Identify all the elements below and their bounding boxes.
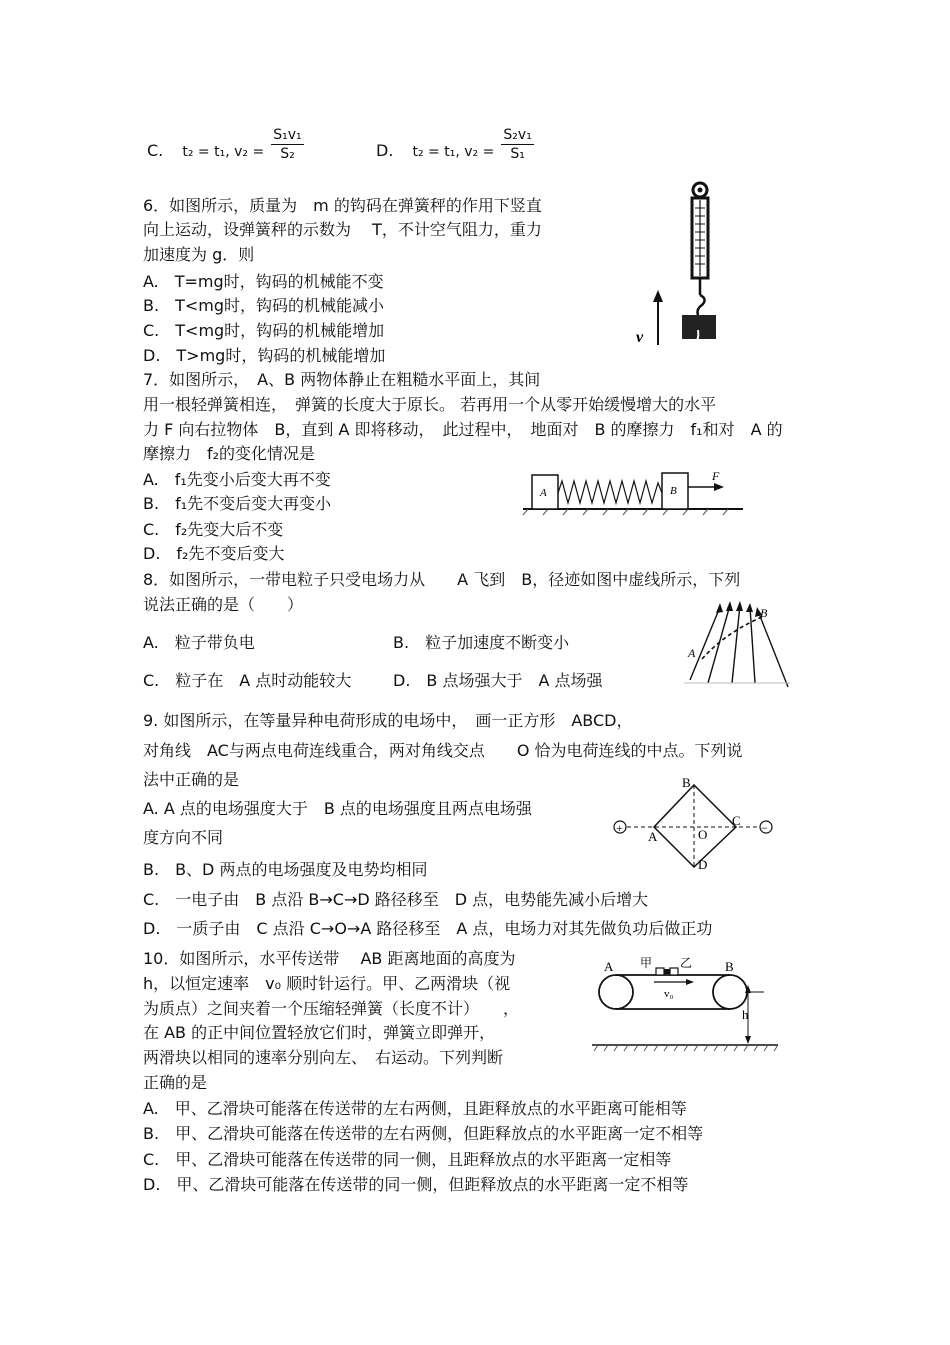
q10-option-d: D. 甲、乙滑块可能落在传送带的同一侧，但距释放点的水平距离一定不相等: [143, 1175, 689, 1194]
q6-option-a: A. T=mg时，钩码的机械能不变: [143, 272, 384, 291]
q6-option-c: C. T<mg时，钩码的机械能增加: [143, 321, 385, 340]
q7-force-label: F: [712, 469, 720, 483]
q8-option-c: C. 粒子在 A 点时动能较大: [143, 671, 352, 690]
q7-option-a: A. f₁先变小后变大再不变: [143, 470, 331, 489]
q8-option-d: D. B 点场强大于 A 点场强: [393, 671, 603, 690]
q8-option-a: A. 粒子带负电: [143, 633, 255, 652]
q10-height-label: h: [742, 1007, 749, 1022]
q6-option-b: B. T<mg时，钩码的机械能减小: [143, 296, 384, 315]
q5-option-c: [147, 127, 304, 163]
q8-point-b-label: B: [760, 606, 768, 620]
q7-stem-line-1: 7．如图所示， A、B 两物体静止在粗糙水平面上，其间: [143, 370, 541, 389]
q7-stem-line-2: 用一根轻弹簧相连， 弹簧的长度大于原长。 若再用一个从零开始缓慢增大的水平: [143, 395, 717, 414]
q10-stem-line-4: 在 AB 的正中间位置轻放它们时，弹簧立即弹开，: [143, 1023, 496, 1042]
q6-spring-balance-figure: [620, 180, 740, 355]
q10-velocity-label: v₀: [664, 988, 674, 1000]
q10-stem-line-1: 10．如图所示，水平传送带 AB 距离地面的高度为: [143, 949, 516, 968]
q8-option-b: B. 粒子加速度不断变小: [393, 633, 570, 652]
q10-stem-line-3: 为质点）之间夹着一个压缩轻弹簧（长度不计） ，: [143, 999, 520, 1018]
q9-point-a-label: A: [648, 829, 658, 844]
q6-stem-line-2: 向上运动，设弹簧秤的示数为 T，不计空气阻力，重力: [143, 220, 542, 239]
q9-square-charges-figure: [608, 775, 778, 875]
q9-stem-line-2: 对角线 AC与两点电荷连线重合，两对角线交点 O 恰为电荷连线的中点。下列说: [143, 741, 743, 760]
q9-option-b: B. B、D 两点的电场强度及电势均相同: [143, 860, 428, 879]
q5-option-d-lhs: t₂ = t₁, v₂ =: [412, 144, 495, 160]
q7-option-b: B. f₁先不变后变大再变小: [143, 494, 332, 513]
q6-stem-line-1: 6．如图所示，质量为 m 的钩码在弹簧秤的作用下竖直: [143, 196, 542, 215]
q10-end-b-label: B: [725, 959, 734, 974]
q5-option-c-lhs: t₂ = t₁, v₂ =: [182, 144, 265, 160]
q9-point-c-label: C: [732, 813, 741, 828]
q8-point-a-label: A: [688, 646, 696, 660]
q10-stem-line-6: 正确的是: [143, 1073, 208, 1092]
q5-option-d-fraction: [501, 126, 533, 163]
q10-conveyor-figure: [592, 955, 782, 1055]
q9-positive-charge-label: +: [616, 821, 623, 835]
q9-option-d: D. 一质子由 C 点沿 C→O→A 路径移至 A 点，电场力对其先做负功后做正功: [143, 919, 713, 938]
q5-option-d: [376, 127, 534, 163]
q10-option-b: B. 甲、乙滑块可能落在传送带的左右两侧，但距释放点的水平距离一定不相等: [143, 1124, 704, 1143]
q9-option-c: C. 一电子由 B 点沿 B→C→D 路径移至 D 点，电势能先减小后增大: [143, 890, 649, 909]
q7-block-b-label: B: [670, 485, 677, 497]
q10-stem-line-2: h，以恒定速率 v₀ 顺时针运行。甲、乙两滑块（视: [143, 974, 511, 993]
q6-stem-line-3: 加速度为 g．则: [143, 245, 255, 264]
q9-stem-line-3: 法中正确的是: [143, 770, 240, 789]
q9-point-d-label: D: [698, 857, 708, 872]
q10-stem-line-5: 两滑块以相同的速率分别向左、 右运动。下列判断: [143, 1048, 504, 1067]
q7-stem-line-3: 力 F 向右拉物体 B，直到 A 即将移动， 此过程中， 地面对 B 的摩擦力 f₁和对 A 的: [143, 420, 783, 439]
q9-negative-charge-label: −: [761, 821, 768, 835]
q9-point-o-label: O: [698, 827, 708, 842]
q7-block-a-label: A: [540, 487, 547, 499]
q8-field-lines-figure: [680, 595, 795, 690]
q7-stem-line-4: 摩擦力 f₂的变化情况是: [143, 444, 316, 463]
q10-option-a: A. 甲、乙滑块可能落在传送带的左右两侧，且距释放点的水平距离可能相等: [143, 1099, 687, 1118]
q5-option-d-label: D.: [376, 141, 394, 160]
q8-stem-line-1: 8．如图所示，一带电粒子只受电场力从 A 飞到 B，径迹如图中虚线所示，下列: [143, 570, 741, 589]
q5-option-c-label: C.: [147, 141, 164, 160]
q10-option-c: C. 甲、乙滑块可能落在传送带的同一侧，且距释放点的水平距离一定相等: [143, 1150, 672, 1169]
q5-option-d-denominator: S₁: [510, 146, 525, 162]
q5-option-c-numerator: S₁v₁: [273, 127, 302, 143]
q5-option-c-fraction: [271, 126, 303, 163]
q9-stem-line-1: 9. 如图所示，在等量异种电荷形成的电场中， 画一正方形 ABCD，: [143, 711, 633, 730]
q10-end-a-label: A: [604, 959, 614, 974]
q6-velocity-label: v: [636, 329, 644, 346]
q7-blocks-spring-figure: [518, 463, 748, 518]
q9-point-b-label: B: [682, 775, 691, 790]
q5-option-c-denominator: S₂: [280, 146, 295, 162]
q6-option-d: D. T>mg时，钩码的机械能增加: [143, 346, 386, 365]
q7-option-d: D. f₂先不变后变大: [143, 544, 285, 563]
q9-option-a-line-1: A. A 点的电场强度大于 B 点的电场强度且两点电场强: [143, 799, 532, 818]
q10-block-yi-label: 乙: [680, 956, 693, 970]
q8-stem-line-2: 说法正确的是（ ）: [143, 595, 304, 614]
q7-option-c: C. f₂先变大后不变: [143, 520, 284, 539]
q9-option-a-line-2: 度方向不同: [143, 828, 224, 847]
q5-option-d-numerator: S₂v₁: [503, 127, 532, 143]
q10-block-jia-label: 甲: [640, 956, 653, 970]
